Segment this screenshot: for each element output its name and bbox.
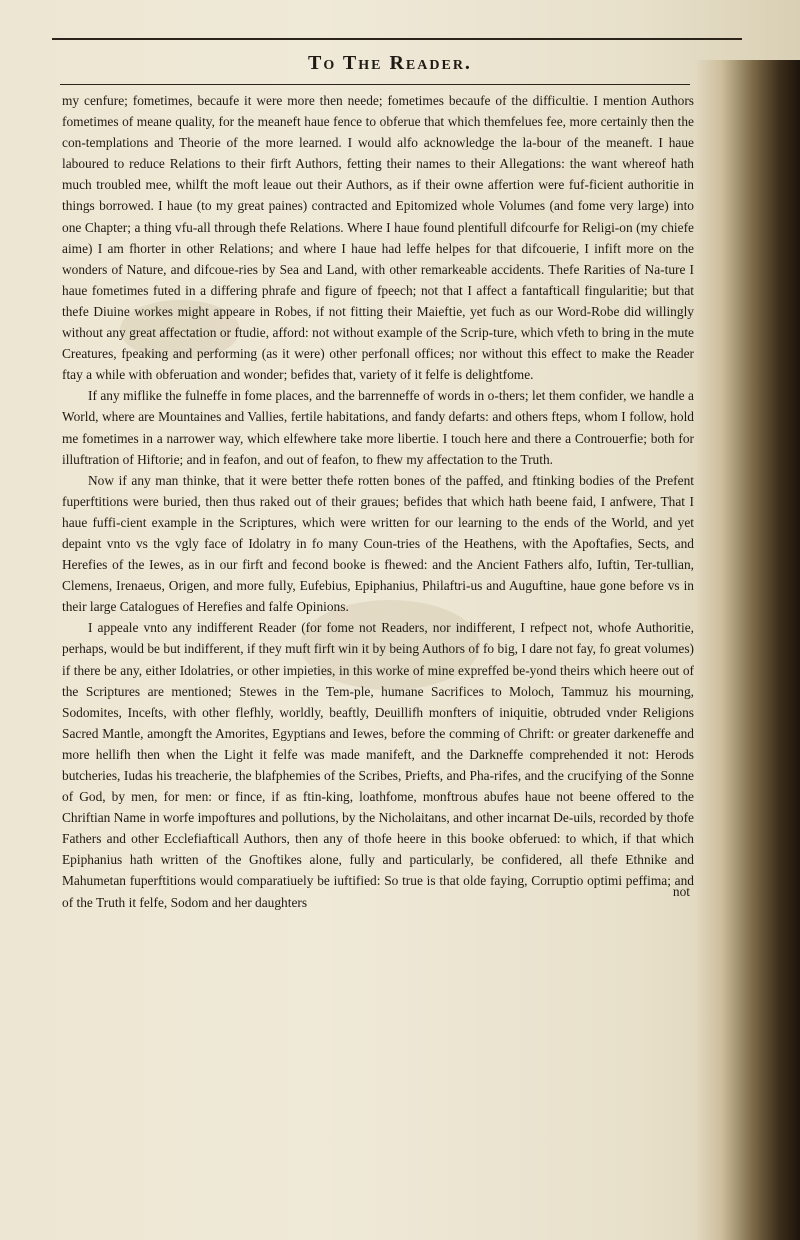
running-head: To The Reader. (308, 52, 472, 74)
book-gutter (695, 60, 800, 1240)
paragraph-4: I appeale vnto any indifferent Reader (for fome not Readers, nor indifferent, I refpect not, whofe Authoritie, perhaps, would be but indifferent, if they muft firft win it by being Authors of fo big, I dare not fay, fo great volumes) if there be any, either Idolatries, or other impieties, in this worke of mine expreffed be-yond theirs which heere out of the Scriptures are mentioned; Stewes in the Tem-ple, humane Sacrifices to Moloch, Tammuz his mourning, Sodomites, Inceſts, with other flefhly, worldly, beaftly, Deuillifh monfters of iniquitie, obtruded vnder Religions Sacred Mantle, amongft the Amorites, Egyptians and Iewes, before the comming of Chrift: or greater darkeneffe and more hellifh then when the Light it felfe was made manifeft, and the Darkneffe comprehended it not: Herods butcheries, Iudas his treacherie, the blafphemies of the Scribes, Priefts, and Pha-rifes, and the crucifying of the Sonne of God, by men, for men: or fince, if as ftin-king, loathfome, monftrous abufes haue not beene offered to the Chriftian Name in worfe impoftures and pollutions, by the Nicholaitans, and other incarnat De-uils, recorded by thofe Fathers and other Ecclefiafticall Authors, then any of thofe heere in this booke obferued: to which, if that which Epiphanius hath written of the Gnoftikes alone, fully and particularly, be confidered, all thefe Ethnike and Mahumetan fuperftitions would comparatiuely be iuftified: So true is that olde faying, Corruptio optimi peffima; and of the Truth it felfe, Sodom and her daughters (62, 620, 694, 910)
top-rule (52, 38, 742, 40)
body-text (62, 90, 694, 913)
paragraph-2: If any miflike the fulneffe in fome places, and the barrenneffe of words in o-thers; let them confider, we handle a World, where are Mountaines and Vallies, fertile habitations, and fandy defarts: and others fteps, whom I follow, hold me fometimes in a narrower way, which elfewhere take more libertie. I touch here and there a Controuerfie; both for illuftration of Hiftorie; and in feafon, and out of feafon, to fhew my affectation to the Truth. (62, 388, 694, 467)
catchword: not (672, 884, 690, 899)
paragraph-1: my cenfure; fometimes, becaufe it were more then neede; fometimes becaufe of the difficultie. I mention Authors fometimes of meane quality, for the meaneft haue fence to obferue that which themfelues fee, more certainly then the con-templations and Theorie of the more learned. I would alfo acknowledge the la-bour of the meaneft. I haue laboured to reduce Relations to their firft Authors, fetting their names to their Allegations: the want whereof hath much troubled mee, whilft the moft leaue out their Authors, as if their owne affertion were fuf-ficient authoritie in things borrowed. I haue (to my great paines) contracted and Epitomized whole Volumes (and fome very large) into one Chapter; a thing vfu-all through thefe Relations. Where I haue found plentifull difcourfe for Religi-on (my chiefe aime) I am fhorter in other Relations; and where I haue had leffe helpes for that difcouerie, I infift more on the wonders of Nature, and difcoue-ries by Sea and Land, with other remarkeable accidents. Thefe Rarities of Na-ture I haue fometimes futed in a differing phrafe and figure of fpeech; not that I affect a fantafticall fingularitie; but that thefe Diuine workes might appeare in Robes, if not fitting their Maieftie, yet fuch as our Word-Robe did willingly without any great affectation or ftudie, afford: not without example of the Scrip-ture, which vfeth to bring in the mute Creatures, fpeaking and performing (as it were) other perfonall offices; nor without this effect to make the Reader ftay a while with obferuation and wonder; befides that, variety of it felfe is delightfome. (62, 93, 694, 383)
paragraph-3: Now if any man thinke, that it were better thefe rotten bones of the paffed, and ftinking bodies of the Prefent fuperftitions were buried, then thus raked out of their graues; befides that which hath beene faid, I anfwere, That I haue fuffi-cient example in the Scriptures, which were written for our learning to the ends of the World, and yet depaint vnto vs the vgly face of Idolatry in fo many Coun-tries of the Heathens, with the Apoftafies, Sects, and Herefies of the Iewes, as in our firft and fecond booke is fhewed: and the Ancient Fathers alfo, Iuftin, Ter-tullian, Clemens, Irenaeus, Origen, and more fully, Eufebius, Epiphanius, Philaftri-us and Auguftine, haue gone before vs in their large Catalogues of Herefies and falfe Opinions. (62, 472, 694, 615)
head-rule (60, 84, 690, 85)
